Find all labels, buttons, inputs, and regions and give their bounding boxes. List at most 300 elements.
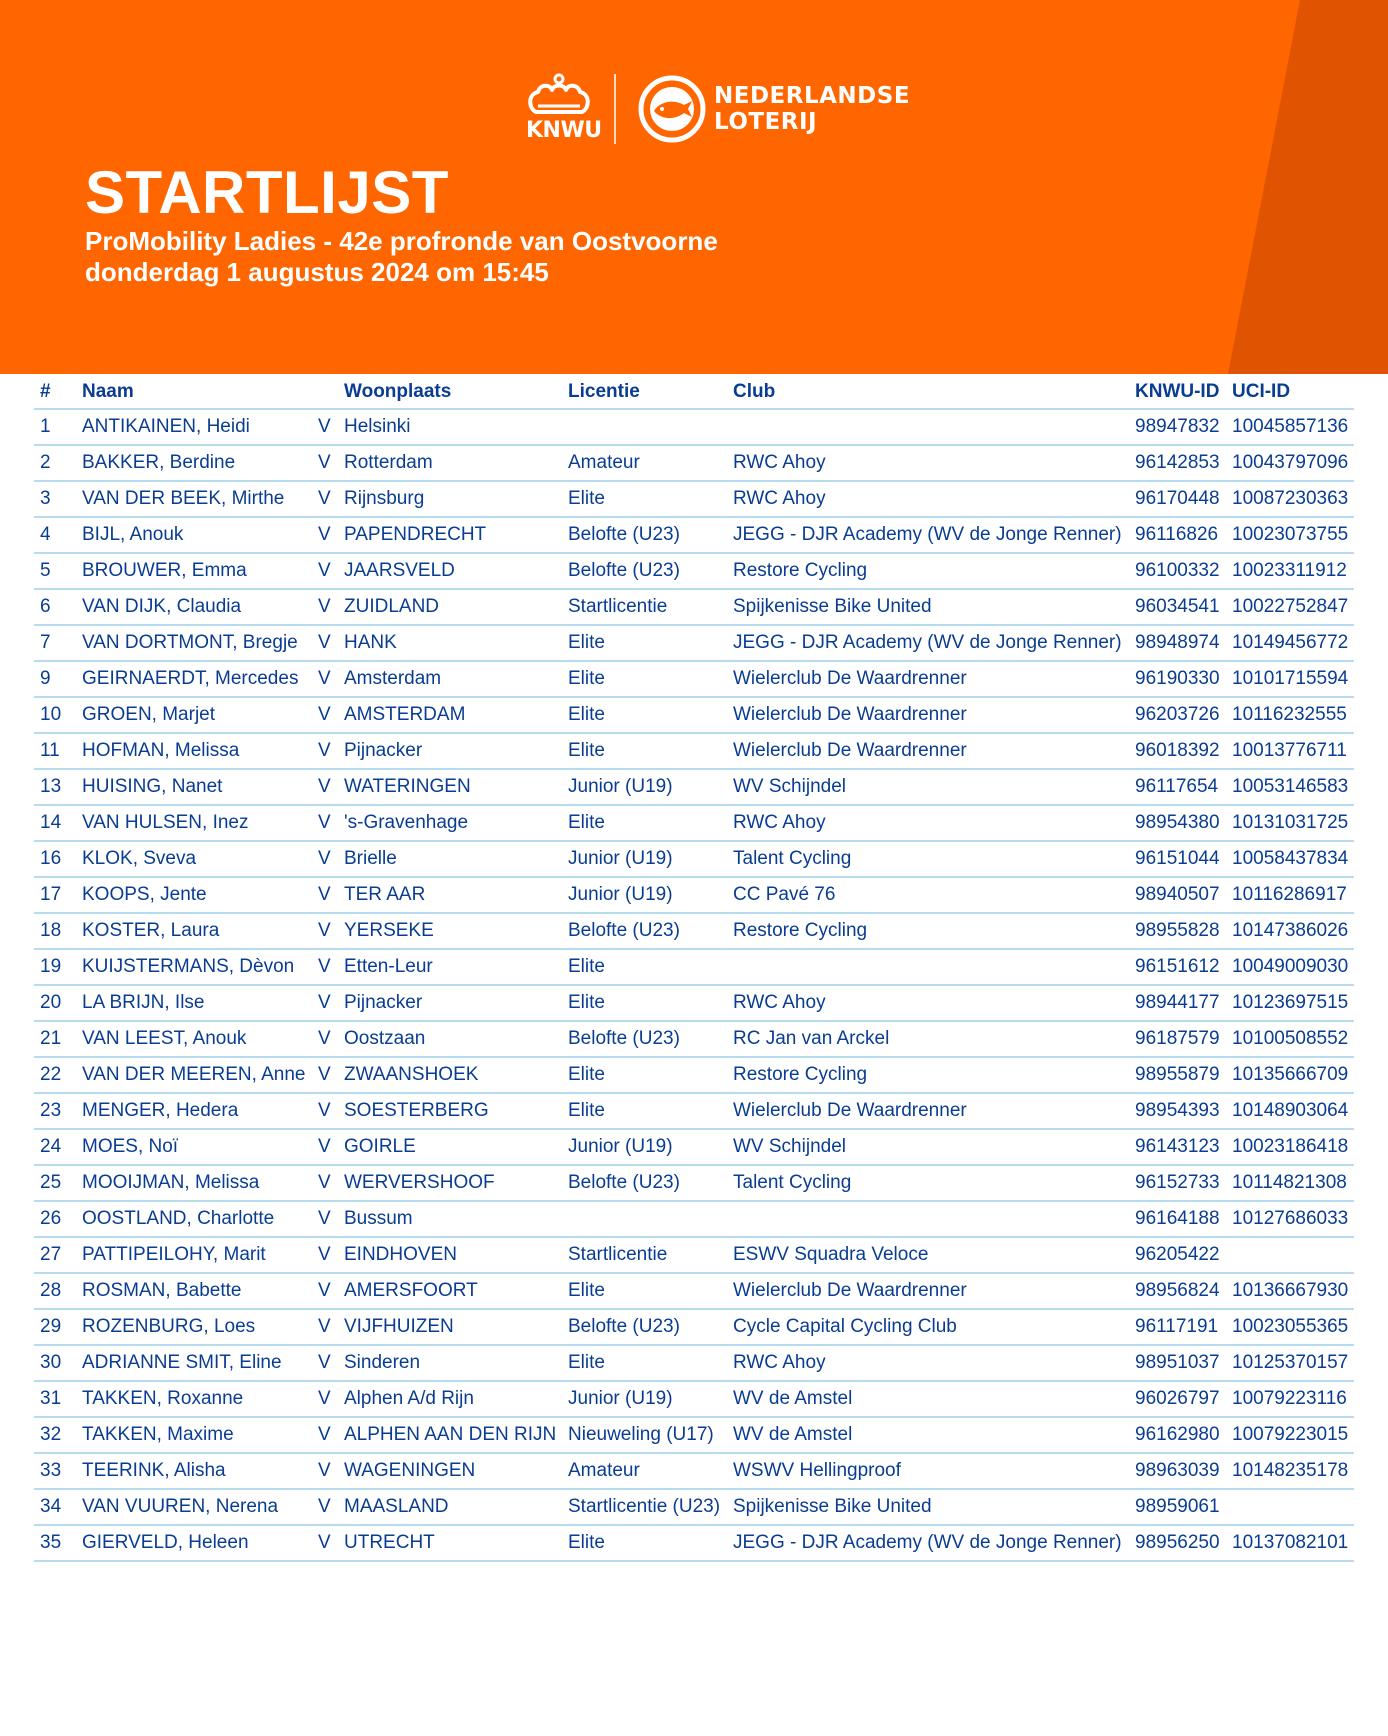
rider-knwu-id: 98954380 [1135, 805, 1232, 841]
rider-uci-id: 10148903064 [1232, 1093, 1354, 1129]
rider-gender: V [318, 1525, 344, 1561]
rider-gender: V [318, 1417, 344, 1453]
sponsor-logos [524, 72, 910, 146]
rider-number: 7 [34, 625, 82, 661]
col-header-uci-id: UCI-ID [1232, 376, 1354, 409]
rider-uci-id [1232, 1489, 1354, 1525]
rider-residence: SOESTERBERG [344, 1093, 568, 1129]
rider-uci-id: 10127686033 [1232, 1201, 1354, 1237]
rider-residence: PAPENDRECHT [344, 517, 568, 553]
rider-gender: V [318, 1453, 344, 1489]
rider-license: Amateur [568, 445, 733, 481]
rider-residence: Brielle [344, 841, 568, 877]
rider-residence: GOIRLE [344, 1129, 568, 1165]
rider-uci-id: 10023311912 [1232, 553, 1354, 589]
rider-gender: V [318, 1489, 344, 1525]
col-header-number: # [34, 376, 82, 409]
rider-knwu-id: 96203726 [1135, 697, 1232, 733]
rider-name: KLOK, Sveva [82, 841, 318, 877]
rider-gender: V [318, 1021, 344, 1057]
rider-license: Elite [568, 625, 733, 661]
rider-club: Talent Cycling [733, 1165, 1135, 1201]
rider-residence: YERSEKE [344, 913, 568, 949]
rider-number: 27 [34, 1237, 82, 1273]
table-row [34, 1273, 1354, 1309]
rider-residence: UTRECHT [344, 1525, 568, 1561]
rider-gender: V [318, 769, 344, 805]
crown-icon [524, 72, 594, 122]
rider-gender: V [318, 913, 344, 949]
rider-number: 35 [34, 1525, 82, 1561]
rider-gender: V [318, 877, 344, 913]
rider-club: JEGG - DJR Academy (WV de Jonge Renner) [733, 625, 1135, 661]
rider-uci-id: 10125370157 [1232, 1345, 1354, 1381]
col-header-gender [318, 376, 344, 409]
rider-knwu-id: 98951037 [1135, 1345, 1232, 1381]
rider-club: RC Jan van Arckel [733, 1021, 1135, 1057]
table-row [34, 1381, 1354, 1417]
rider-residence: Bussum [344, 1201, 568, 1237]
rider-club: RWC Ahoy [733, 1345, 1135, 1381]
rider-uci-id: 10149456772 [1232, 625, 1354, 661]
col-header-residence: Woonplaats [344, 376, 568, 409]
rider-knwu-id: 98955828 [1135, 913, 1232, 949]
rider-residence: Helsinki [344, 409, 568, 445]
rider-residence: ALPHEN AAN DEN RIJN [344, 1417, 568, 1453]
rider-license: Junior (U19) [568, 877, 733, 913]
table-row [34, 409, 1354, 445]
col-header-knwu-id: KNWU-ID [1135, 376, 1232, 409]
rider-knwu-id: 98963039 [1135, 1453, 1232, 1489]
rider-name: ANTIKAINEN, Heidi [82, 409, 318, 445]
rider-number: 18 [34, 913, 82, 949]
table-row [34, 1417, 1354, 1453]
rider-club: WSWV Hellingproof [733, 1453, 1135, 1489]
rider-license: Elite [568, 481, 733, 517]
rider-uci-id: 10137082101 [1232, 1525, 1354, 1561]
rider-club: ESWV Squadra Veloce [733, 1237, 1135, 1273]
lottery-lion-icon [638, 75, 706, 143]
rider-residence: 's-Gravenhage [344, 805, 568, 841]
rider-residence: HANK [344, 625, 568, 661]
rider-name: ROZENBURG, Loes [82, 1309, 318, 1345]
rider-uci-id: 10148235178 [1232, 1453, 1354, 1489]
rider-number: 22 [34, 1057, 82, 1093]
rider-license: Belofte (U23) [568, 913, 733, 949]
rider-license: Elite [568, 985, 733, 1021]
table-row [34, 697, 1354, 733]
rider-number: 34 [34, 1489, 82, 1525]
rider-residence: Etten-Leur [344, 949, 568, 985]
table-row [34, 1237, 1354, 1273]
rider-number: 21 [34, 1021, 82, 1057]
rider-club [733, 409, 1135, 445]
rider-uci-id: 10023073755 [1232, 517, 1354, 553]
rider-uci-id: 10147386026 [1232, 913, 1354, 949]
race-subtitle [85, 226, 718, 288]
rider-number: 33 [34, 1453, 82, 1489]
rider-license [568, 1201, 733, 1237]
rider-club: Wielerclub De Waardrenner [733, 733, 1135, 769]
rider-number: 13 [34, 769, 82, 805]
rider-number: 14 [34, 805, 82, 841]
rider-uci-id: 10116232555 [1232, 697, 1354, 733]
rider-club: CC Pavé 76 [733, 877, 1135, 913]
table-row [34, 733, 1354, 769]
rider-residence: WERVERSHOOF [344, 1165, 568, 1201]
rider-license: Junior (U19) [568, 769, 733, 805]
rider-club: Restore Cycling [733, 553, 1135, 589]
rider-club: RWC Ahoy [733, 481, 1135, 517]
rider-gender: V [318, 1273, 344, 1309]
rider-residence: AMSTERDAM [344, 697, 568, 733]
rider-gender: V [318, 1129, 344, 1165]
rider-club: WV Schijndel [733, 1129, 1135, 1165]
table-row [34, 1453, 1354, 1489]
rider-name: VAN DER BEEK, Mirthe [82, 481, 318, 517]
table-row [34, 985, 1354, 1021]
rider-uci-id: 10043797096 [1232, 445, 1354, 481]
rider-residence: Oostzaan [344, 1021, 568, 1057]
header-banner [0, 0, 1388, 374]
rider-club: JEGG - DJR Academy (WV de Jonge Renner) [733, 517, 1135, 553]
rider-number: 4 [34, 517, 82, 553]
rider-gender: V [318, 589, 344, 625]
rider-gender: V [318, 1057, 344, 1093]
rider-name: KUIJSTERMANS, Dèvon [82, 949, 318, 985]
table-row [34, 1309, 1354, 1345]
rider-uci-id: 10023186418 [1232, 1129, 1354, 1165]
rider-gender: V [318, 517, 344, 553]
rider-gender: V [318, 625, 344, 661]
race-name: ProMobility Ladies - 42e profronde van Oostvoorne [85, 226, 718, 256]
lottery-logo-line2: LOTERIJ [714, 109, 818, 135]
rider-residence: TER AAR [344, 877, 568, 913]
rider-uci-id: 10136667930 [1232, 1273, 1354, 1309]
rider-club [733, 949, 1135, 985]
race-datetime: donderdag 1 augustus 2024 om 15:45 [85, 257, 549, 287]
rider-name: KOOPS, Jente [82, 877, 318, 913]
table-row [34, 445, 1354, 481]
rider-uci-id: 10135666709 [1232, 1057, 1354, 1093]
rider-club: Wielerclub De Waardrenner [733, 697, 1135, 733]
rider-license: Elite [568, 1273, 733, 1309]
rider-uci-id: 10087230363 [1232, 481, 1354, 517]
table-row [34, 661, 1354, 697]
rider-residence: MAASLAND [344, 1489, 568, 1525]
rider-name: TAKKEN, Maxime [82, 1417, 318, 1453]
rider-license: Belofte (U23) [568, 553, 733, 589]
rider-knwu-id: 96187579 [1135, 1021, 1232, 1057]
rider-license: Elite [568, 1057, 733, 1093]
rider-knwu-id: 96205422 [1135, 1237, 1232, 1273]
rider-gender: V [318, 985, 344, 1021]
rider-number: 24 [34, 1129, 82, 1165]
rider-gender: V [318, 697, 344, 733]
rider-club: Restore Cycling [733, 1057, 1135, 1093]
logo-divider [614, 74, 616, 144]
rider-residence: Rotterdam [344, 445, 568, 481]
rider-license: Junior (U19) [568, 841, 733, 877]
rider-uci-id: 10079223015 [1232, 1417, 1354, 1453]
rider-knwu-id: 96152733 [1135, 1165, 1232, 1201]
rider-name: MOOIJMAN, Melissa [82, 1165, 318, 1201]
rider-residence: ZUIDLAND [344, 589, 568, 625]
rider-club: Spijkenisse Bike United [733, 589, 1135, 625]
rider-license: Elite [568, 1525, 733, 1561]
rider-license: Elite [568, 661, 733, 697]
rider-name: PATTIPEILOHY, Marit [82, 1237, 318, 1273]
rider-club [733, 1201, 1135, 1237]
rider-uci-id: 10058437834 [1232, 841, 1354, 877]
rider-uci-id: 10045857136 [1232, 409, 1354, 445]
rider-club: WV de Amstel [733, 1417, 1135, 1453]
rider-license: Elite [568, 697, 733, 733]
rider-number: 9 [34, 661, 82, 697]
rider-uci-id [1232, 1237, 1354, 1273]
rider-uci-id: 10013776711 [1232, 733, 1354, 769]
rider-knwu-id: 98944177 [1135, 985, 1232, 1021]
rider-club: RWC Ahoy [733, 445, 1135, 481]
table-row [34, 1093, 1354, 1129]
rider-knwu-id: 96034541 [1135, 589, 1232, 625]
rider-name: VAN DORTMONT, Bregje [82, 625, 318, 661]
rider-name: TEERINK, Alisha [82, 1453, 318, 1489]
rider-number: 19 [34, 949, 82, 985]
rider-name: ROSMAN, Babette [82, 1273, 318, 1309]
col-header-name: Naam [82, 376, 318, 409]
rider-name: VAN DER MEEREN, Anne [82, 1057, 318, 1093]
rider-number: 30 [34, 1345, 82, 1381]
rider-name: LA BRIJN, Ilse [82, 985, 318, 1021]
rider-license: Startlicentie [568, 589, 733, 625]
rider-number: 23 [34, 1093, 82, 1129]
rider-license: Belofte (U23) [568, 1165, 733, 1201]
table-row [34, 553, 1354, 589]
rider-gender: V [318, 733, 344, 769]
table-row [34, 1129, 1354, 1165]
rider-uci-id: 10131031725 [1232, 805, 1354, 841]
rider-club: Cycle Capital Cycling Club [733, 1309, 1135, 1345]
rider-knwu-id: 98954393 [1135, 1093, 1232, 1129]
lottery-logo-text [714, 83, 910, 135]
rider-gender: V [318, 553, 344, 589]
rider-residence: ZWAANSHOEK [344, 1057, 568, 1093]
rider-residence: Pijnacker [344, 733, 568, 769]
rider-knwu-id: 96164188 [1135, 1201, 1232, 1237]
rider-knwu-id: 96018392 [1135, 733, 1232, 769]
table-row [34, 1525, 1354, 1561]
rider-knwu-id: 96143123 [1135, 1129, 1232, 1165]
rider-gender: V [318, 949, 344, 985]
rider-uci-id: 10053146583 [1232, 769, 1354, 805]
rider-uci-id: 10101715594 [1232, 661, 1354, 697]
knwu-logo-text: KNWU [526, 118, 602, 143]
rider-knwu-id: 96151044 [1135, 841, 1232, 877]
rider-gender: V [318, 841, 344, 877]
table-row [34, 1489, 1354, 1525]
rider-uci-id: 10116286917 [1232, 877, 1354, 913]
table-row [34, 1345, 1354, 1381]
rider-number: 20 [34, 985, 82, 1021]
rider-gender: V [318, 481, 344, 517]
rider-number: 26 [34, 1201, 82, 1237]
rider-name: BAKKER, Berdine [82, 445, 318, 481]
table-row [34, 517, 1354, 553]
rider-name: GEIRNAERDT, Mercedes [82, 661, 318, 697]
rider-uci-id: 10022752847 [1232, 589, 1354, 625]
rider-gender: V [318, 1237, 344, 1273]
rider-license: Elite [568, 1093, 733, 1129]
rider-number: 5 [34, 553, 82, 589]
rider-license: Belofte (U23) [568, 1309, 733, 1345]
rider-club: Restore Cycling [733, 913, 1135, 949]
rider-knwu-id: 98948974 [1135, 625, 1232, 661]
rider-residence: Pijnacker [344, 985, 568, 1021]
table-row [34, 589, 1354, 625]
rider-club: Wielerclub De Waardrenner [733, 1093, 1135, 1129]
rider-knwu-id: 96162980 [1135, 1417, 1232, 1453]
table-header-row [34, 376, 1354, 409]
rider-name: VAN DIJK, Claudia [82, 589, 318, 625]
rider-knwu-id: 96116826 [1135, 517, 1232, 553]
rider-name: OOSTLAND, Charlotte [82, 1201, 318, 1237]
rider-number: 17 [34, 877, 82, 913]
rider-club: Wielerclub De Waardrenner [733, 661, 1135, 697]
rider-club: JEGG - DJR Academy (WV de Jonge Renner) [733, 1525, 1135, 1561]
rider-number: 16 [34, 841, 82, 877]
rider-residence: JAARSVELD [344, 553, 568, 589]
rider-number: 1 [34, 409, 82, 445]
rider-number: 11 [34, 733, 82, 769]
rider-gender: V [318, 1309, 344, 1345]
rider-residence: WAGENINGEN [344, 1453, 568, 1489]
rider-knwu-id: 96026797 [1135, 1381, 1232, 1417]
rider-knwu-id: 98959061 [1135, 1489, 1232, 1525]
rider-name: GROEN, Marjet [82, 697, 318, 733]
header-accent-stripe [1228, 0, 1388, 374]
rider-name: BROUWER, Emma [82, 553, 318, 589]
rider-name: ADRIANNE SMIT, Eline [82, 1345, 318, 1381]
rider-residence: EINDHOVEN [344, 1237, 568, 1273]
rider-license: Junior (U19) [568, 1129, 733, 1165]
rider-number: 31 [34, 1381, 82, 1417]
rider-knwu-id: 96117654 [1135, 769, 1232, 805]
rider-license: Elite [568, 1345, 733, 1381]
table-row [34, 625, 1354, 661]
table-row [34, 877, 1354, 913]
rider-number: 10 [34, 697, 82, 733]
rider-license: Elite [568, 949, 733, 985]
rider-uci-id: 10049009030 [1232, 949, 1354, 985]
rider-name: VAN HULSEN, Inez [82, 805, 318, 841]
rider-uci-id: 10079223116 [1232, 1381, 1354, 1417]
rider-license: Elite [568, 733, 733, 769]
rider-uci-id: 10123697515 [1232, 985, 1354, 1021]
rider-club: WV de Amstel [733, 1381, 1135, 1417]
rider-gender: V [318, 1381, 344, 1417]
rider-knwu-id: 98956824 [1135, 1273, 1232, 1309]
rider-gender: V [318, 805, 344, 841]
rider-knwu-id: 96151612 [1135, 949, 1232, 985]
rider-club: Wielerclub De Waardrenner [733, 1273, 1135, 1309]
table-row [34, 1165, 1354, 1201]
rider-knwu-id: 98940507 [1135, 877, 1232, 913]
rider-residence: Rijnsburg [344, 481, 568, 517]
rider-name: MOES, Noï [82, 1129, 318, 1165]
rider-name: MENGER, Hedera [82, 1093, 318, 1129]
rider-gender: V [318, 1165, 344, 1201]
rider-license: Startlicentie (U23) [568, 1489, 733, 1525]
rider-residence: VIJFHUIZEN [344, 1309, 568, 1345]
rider-name: BIJL, Anouk [82, 517, 318, 553]
table-row [34, 481, 1354, 517]
rider-residence: Sinderen [344, 1345, 568, 1381]
rider-knwu-id: 96117191 [1135, 1309, 1232, 1345]
rider-number: 2 [34, 445, 82, 481]
startlist-table [34, 376, 1354, 1562]
rider-gender: V [318, 661, 344, 697]
lottery-logo-line1: NEDERLANDSE [714, 83, 911, 109]
rider-uci-id: 10114821308 [1232, 1165, 1354, 1201]
rider-name: VAN LEEST, Anouk [82, 1021, 318, 1057]
rider-club: Talent Cycling [733, 841, 1135, 877]
table-row [34, 1057, 1354, 1093]
rider-knwu-id: 96170448 [1135, 481, 1232, 517]
table-row [34, 949, 1354, 985]
rider-club: WV Schijndel [733, 769, 1135, 805]
rider-license: Belofte (U23) [568, 517, 733, 553]
rider-knwu-id: 98955879 [1135, 1057, 1232, 1093]
rider-name: KOSTER, Laura [82, 913, 318, 949]
rider-name: HOFMAN, Melissa [82, 733, 318, 769]
rider-residence: Alphen A/d Rijn [344, 1381, 568, 1417]
rider-license: Elite [568, 805, 733, 841]
table-row [34, 1021, 1354, 1057]
rider-residence: Amsterdam [344, 661, 568, 697]
rider-residence: AMERSFOORT [344, 1273, 568, 1309]
rider-knwu-id: 96142853 [1135, 445, 1232, 481]
knwu-logo [524, 72, 602, 146]
rider-number: 32 [34, 1417, 82, 1453]
rider-uci-id: 10100508552 [1232, 1021, 1354, 1057]
rider-gender: V [318, 1345, 344, 1381]
rider-gender: V [318, 1201, 344, 1237]
rider-club: RWC Ahoy [733, 805, 1135, 841]
table-row [34, 1201, 1354, 1237]
rider-knwu-id: 96190330 [1135, 661, 1232, 697]
rider-number: 28 [34, 1273, 82, 1309]
rider-knwu-id: 96100332 [1135, 553, 1232, 589]
rider-residence: WATERINGEN [344, 769, 568, 805]
rider-license: Belofte (U23) [568, 1021, 733, 1057]
rider-knwu-id: 98956250 [1135, 1525, 1232, 1561]
page-title: STARTLIJST [85, 159, 449, 226]
rider-number: 29 [34, 1309, 82, 1345]
rider-license [568, 409, 733, 445]
rider-license: Startlicentie [568, 1237, 733, 1273]
table-row [34, 805, 1354, 841]
rider-number: 25 [34, 1165, 82, 1201]
rider-name: HUISING, Nanet [82, 769, 318, 805]
rider-license: Nieuweling (U17) [568, 1417, 733, 1453]
rider-number: 3 [34, 481, 82, 517]
rider-club: RWC Ahoy [733, 985, 1135, 1021]
rider-gender: V [318, 409, 344, 445]
table-row [34, 769, 1354, 805]
col-header-license: Licentie [568, 376, 733, 409]
rider-gender: V [318, 1093, 344, 1129]
